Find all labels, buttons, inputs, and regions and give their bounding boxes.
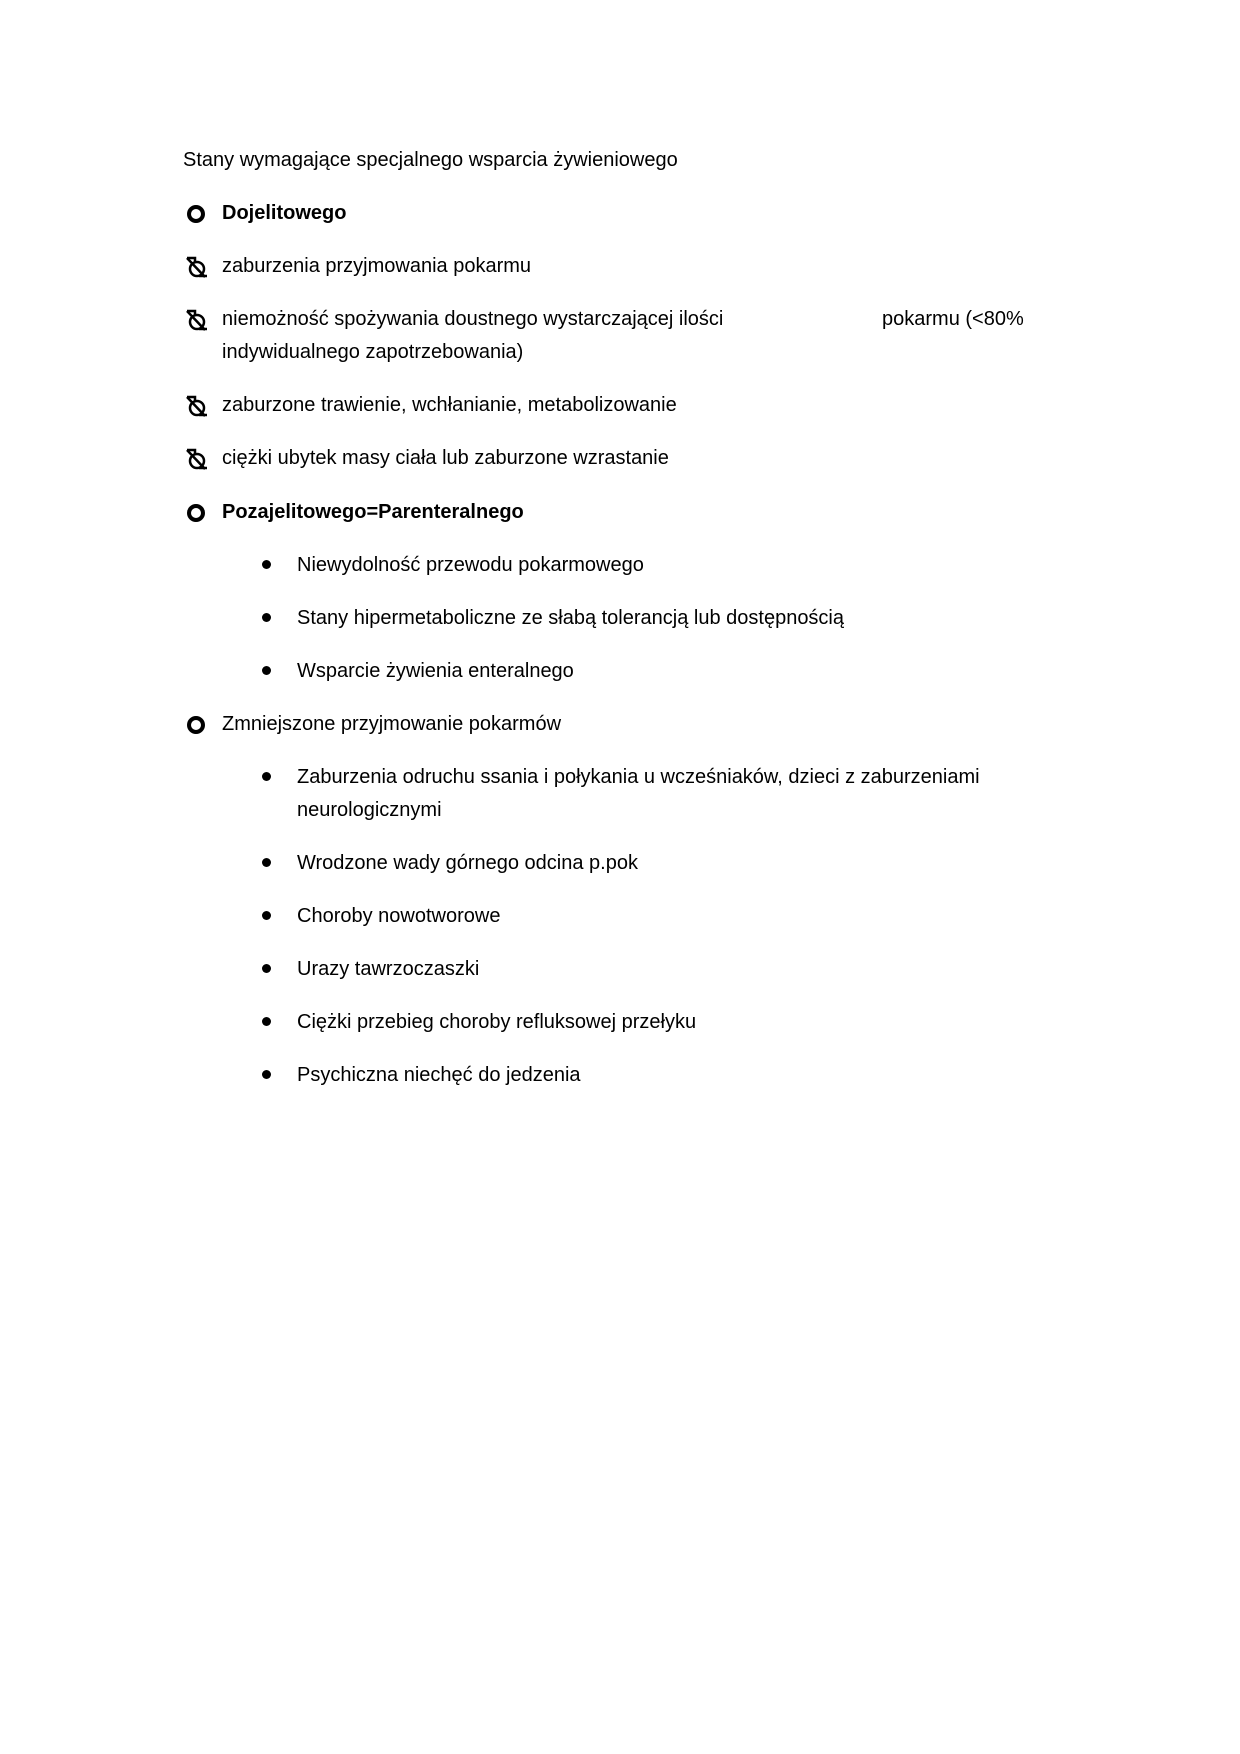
- filled-dot-bullet-icon: [262, 666, 271, 675]
- filled-dot-bullet-icon: [262, 1017, 271, 1026]
- list-item: Stany hipermetaboliczne ze słabą tolerancją lub dostępnością: [297, 607, 845, 629]
- section-title-dojelitowego: Dojelitowego: [222, 202, 347, 224]
- no-eating-symbol-icon: [183, 393, 209, 419]
- filled-dot-bullet-icon: [262, 613, 271, 622]
- hollow-circle-bullet-icon: [187, 205, 205, 223]
- hollow-circle-bullet-icon: [187, 504, 205, 522]
- filled-dot-bullet-icon: [262, 560, 271, 569]
- list-item-continuation: pokarmu (<80%: [882, 308, 1024, 330]
- list-item: Ciężki przebieg choroby refluksowej przełyku: [297, 1011, 697, 1033]
- list-item: zaburzone trawienie, wchłanianie, metabolizowanie: [222, 394, 677, 416]
- list-item: Psychiczna niechęć do jedzenia: [297, 1064, 581, 1086]
- list-item: niemożność spożywania doustnego wystarczającej ilości: [222, 308, 724, 330]
- section-title-pozajelitowego: Pozajelitowego=Parenteralnego: [222, 501, 524, 523]
- no-eating-symbol-icon: [183, 307, 209, 333]
- list-item: Zaburzenia odruchu ssania i połykania u wcześniaków, dzieci z zaburzeniami: [297, 766, 980, 788]
- list-item-continuation: neurologicznymi: [297, 799, 442, 821]
- filled-dot-bullet-icon: [262, 772, 271, 781]
- filled-dot-bullet-icon: [262, 911, 271, 920]
- list-item: Wrodzone wady górnego odcina p.pok: [297, 852, 638, 874]
- list-item: Niewydolność przewodu pokarmowego: [297, 554, 644, 576]
- list-item: zaburzenia przyjmowania pokarmu: [222, 255, 532, 277]
- hollow-circle-bullet-icon: [187, 716, 205, 734]
- filled-dot-bullet-icon: [262, 1070, 271, 1079]
- list-item-continuation: indywidualnego zapotrzebowania): [222, 341, 524, 363]
- filled-dot-bullet-icon: [262, 964, 271, 973]
- section-title-zmniejszone: Zmniejszone przyjmowanie pokarmów: [222, 713, 562, 735]
- list-item: Wsparcie żywienia enteralnego: [297, 660, 574, 682]
- no-eating-symbol-icon: [183, 446, 209, 472]
- list-item: ciężki ubytek masy ciała lub zaburzone wzrastanie: [222, 447, 669, 469]
- list-item: Choroby nowotworowe: [297, 905, 501, 927]
- no-eating-symbol-icon: [183, 254, 209, 280]
- document-heading: Stany wymagające specjalnego wsparcia żywieniowego: [183, 149, 678, 171]
- list-item: Urazy tawrzoczaszki: [297, 958, 480, 980]
- filled-dot-bullet-icon: [262, 858, 271, 867]
